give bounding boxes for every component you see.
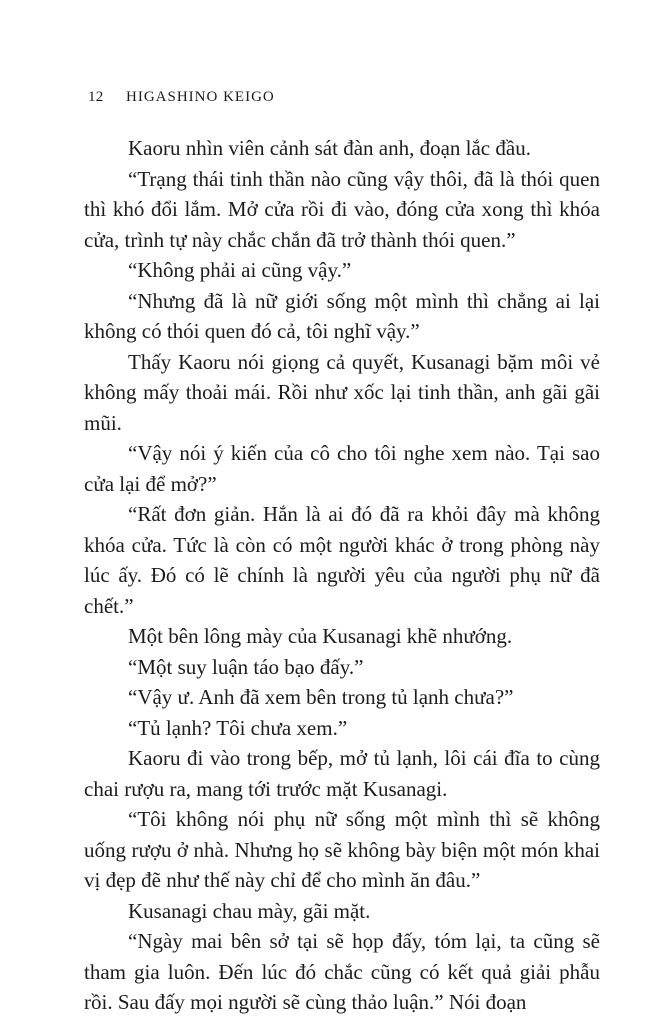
paragraph: “Không phải ai cũng vậy.” [128, 258, 352, 282]
paragraph: Kaoru đi vào trong bếp, mở tủ lạnh, lôi cái đĩa to cùng chai rượu ra, mang tới trước mặt Kusanagi. [84, 746, 600, 801]
paragraph: Kusanagi chau mày, gãi mặt. [128, 898, 371, 923]
body-text [84, 133, 600, 1018]
author-name: HIGASHINO KEIGO [126, 89, 275, 105]
paragraph: “Ngày mai bên sở tại sẽ họp đấy, tóm lại, ta cũng sẽ tham gia luôn. Đến lúc đó chắc cũng có kết quả giải phẫu rồi. Sau đấy mọi người sẽ cùng thảo luận.” Nói đoạn [84, 929, 600, 1014]
paragraph: “Vậy ư. Anh đã xem bên trong tủ lạnh chưa?” [128, 685, 514, 709]
paragraph: “Một suy luận táo bạo đấy.” [128, 654, 364, 679]
paragraph: “Trạng thái tinh thần nào cũng vậy thôi, đã là thói quen thì khó đổi lắm. Mở cửa rồi đi vào, đóng cửa xong thì khóa cửa, trình tự này chắc chắn đã trở thành thói quen.” [84, 166, 600, 252]
paragraph: Thấy Kaoru nói giọng cả quyết, Kusanagi bặm môi vẻ không mấy thoải mái. Rồi như xốc lại tinh thần, anh gãi gãi mũi. [84, 349, 600, 435]
paragraph: “Tôi không nói phụ nữ sống một mình thì sẽ không uống rượu ở nhà. Nhưng họ sẽ không bày biện một món khai vị đẹp đẽ như thế này chỉ để cho mình ăn đâu.” [84, 807, 600, 892]
paragraph: Một bên lông mày của Kusanagi khẽ nhướng. [128, 624, 513, 648]
paragraph: Kaoru nhìn viên cảnh sát đàn anh, đoạn lắc đầu. [128, 136, 531, 160]
paragraph: “Nhưng đã là nữ giới sống một mình thì chẳng ai lại không có thói quen đó cả, tôi nghĩ vậy.” [84, 288, 600, 343]
paragraph: “Rất đơn giản. Hắn là ai đó đã ra khỏi đây mà không khóa cửa. Tức là còn có một người khác ở trong phòng này lúc ấy. Đó có lẽ chính là người yêu của người phụ nữ đã chết.” [84, 502, 600, 618]
page-number: 12 [88, 89, 104, 105]
paragraph: “Vậy nói ý kiến của cô cho tôi nghe xem nào. Tại sao cửa lại để mở?” [84, 441, 600, 496]
paragraph: “Tủ lạnh? Tôi chưa xem.” [128, 715, 348, 740]
running-header [88, 89, 275, 106]
